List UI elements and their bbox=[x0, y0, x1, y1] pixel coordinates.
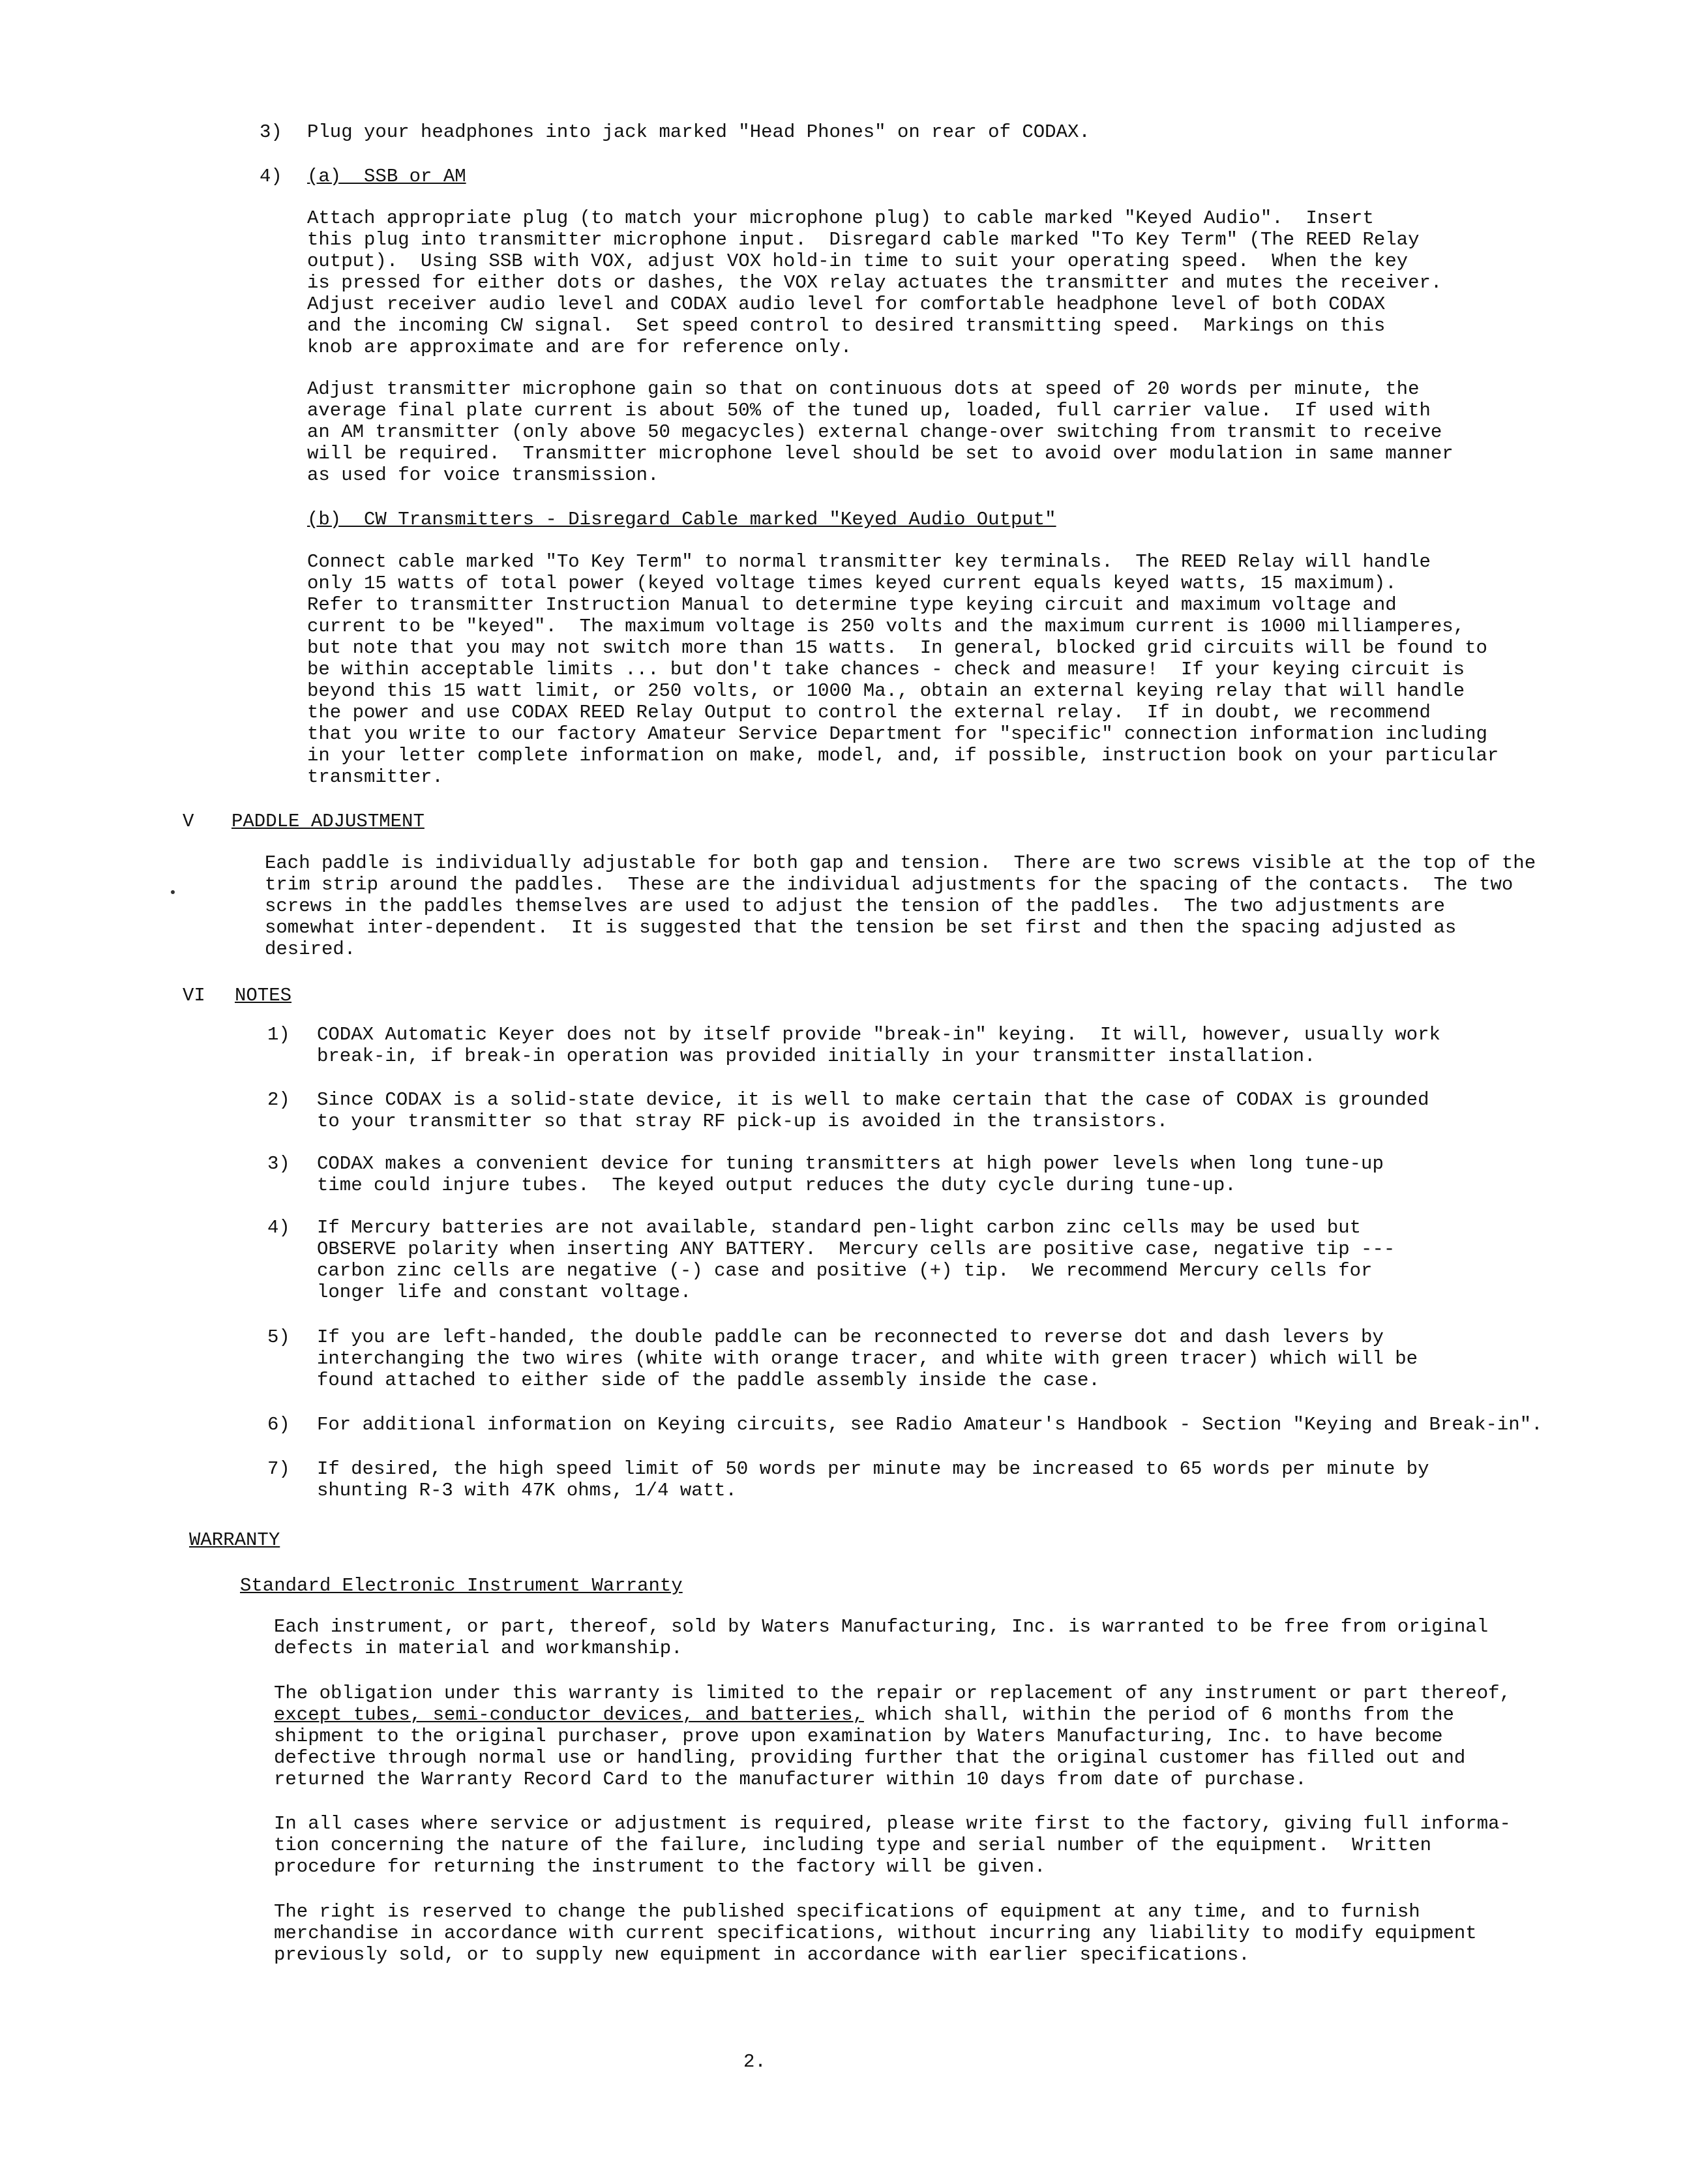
note-number: 5) bbox=[267, 1326, 290, 1348]
step-text: Plug your headphones into jack marked "Head Phones" on rear of CODAX. bbox=[307, 121, 1090, 143]
paragraph-line: transmitter. bbox=[307, 766, 443, 788]
warranty-line bbox=[274, 1704, 1511, 1726]
section-title-paddle-adjustment: PADDLE ADJUSTMENT bbox=[231, 811, 425, 832]
subheading-ssb-am: (a) SSB or AM bbox=[307, 166, 466, 187]
warranty-exclusions: except tubes, semi-conductor devices, and batteries, bbox=[274, 1704, 864, 1726]
paragraph-line: is pressed for either dots or dashes, the VOX relay actuates the transmitter and mutes the receiver. bbox=[307, 272, 1442, 293]
paragraph-line: be within acceptable limits ... but don't take chances - check and measure! If your keying circuit is bbox=[307, 659, 1465, 680]
warranty-paragraph-2 bbox=[274, 1683, 1511, 1790]
paragraph-line: average final plate current is about 50% of the tuned up, loaded, full carrier value. If used with bbox=[307, 400, 1431, 421]
note-line: interchanging the two wires (white with orange tracer, and white with green tracer) which will be bbox=[317, 1348, 1418, 1369]
note-line: break-in, if break-in operation was provided initially in your transmitter installation. bbox=[317, 1045, 1316, 1067]
section-title-notes: NOTES bbox=[235, 985, 292, 1006]
note-line: CODAX makes a convenient device for tuning transmitters at high power levels when long tune-up bbox=[317, 1153, 1384, 1174]
paragraph-line: current to be "keyed". The maximum voltage is 250 volts and the maximum current is 1000 milliamperes, bbox=[307, 616, 1465, 637]
note-number: 4) bbox=[267, 1217, 290, 1238]
paragraph-line: screws in the paddles themselves are used to adjust the tension of the paddles. The two adjustments are bbox=[265, 895, 1445, 917]
paragraph-line: an AM transmitter (only above 50 megacycles) external change-over switching from transmit to receive bbox=[307, 421, 1442, 443]
warranty-paragraph-2-rest bbox=[274, 1726, 1511, 1790]
note-line: For additional information on Keying circuits, see Radio Amateur's Handbook - Section "Keying and Break-in". bbox=[317, 1414, 1543, 1435]
section-number: VI bbox=[183, 985, 205, 1006]
note-item bbox=[317, 1153, 1384, 1196]
note-line: Since CODAX is a solid-state device, it is well to make certain that the case of CODAX is grounded bbox=[317, 1089, 1429, 1111]
paragraph-line: In all cases where service or adjustment is required, please write first to the factory, giving full informa- bbox=[274, 1813, 1511, 1834]
note-line: shunting R-3 with 47K ohms, 1/4 watt. bbox=[317, 1480, 737, 1501]
paragraph-line: Each instrument, or part, thereof, sold by Waters Manufacturing, Inc. is warranted to be free from original bbox=[274, 1616, 1489, 1638]
note-number: 3) bbox=[267, 1153, 290, 1174]
note-line: longer life and constant voltage. bbox=[317, 1281, 692, 1303]
paragraph-line: previously sold, or to supply new equipment in accordance with earlier specifications. bbox=[274, 1944, 1250, 1966]
warranty-title: WARRANTY bbox=[189, 1529, 280, 1551]
warranty-line-rest: which shall, within the period of 6 months from the bbox=[863, 1704, 1454, 1726]
paragraph-line: this plug into transmitter microphone input. Disregard cable marked "To Key Term" (The REED Relay bbox=[307, 229, 1420, 250]
note-item bbox=[317, 1089, 1429, 1132]
paragraph-line: desired. bbox=[265, 938, 356, 960]
note-line: If desired, the high speed limit of 50 words per minute may be increased to 65 words per minute by bbox=[317, 1458, 1429, 1480]
paragraph-line: procedure for returning the instrument to the factory will be given. bbox=[274, 1856, 1046, 1877]
paragraph-line: tion concerning the nature of the failure, including type and serial number of the equipment. Written bbox=[274, 1834, 1432, 1856]
paragraph-paddle-adjustment bbox=[265, 852, 1536, 960]
paragraph-line: trim strip around the paddles. These are the individual adjustments for the spacing of the contacts. The two bbox=[265, 874, 1514, 895]
note-line: found attached to either side of the paddle assembly inside the case. bbox=[317, 1369, 1100, 1391]
section-number: V bbox=[183, 811, 194, 832]
subheading-cw-transmitters: (b) CW Transmitters - Disregard Cable marked "Keyed Audio Output" bbox=[307, 509, 1056, 530]
paragraph-line: shipment to the original purchaser, prove upon examination by Waters Manufacturing, Inc. to have become bbox=[274, 1726, 1443, 1747]
note-line: time could injure tubes. The keyed output reduces the duty cycle during tune-up. bbox=[317, 1174, 1236, 1196]
paragraph-line: as used for voice transmission. bbox=[307, 464, 659, 486]
note-number: 6) bbox=[267, 1414, 290, 1435]
paragraph-line: output). Using SSB with VOX, adjust VOX hold-in time to suit your operating speed. When the key bbox=[307, 250, 1409, 272]
paragraph-line: knob are approximate and are for reference only. bbox=[307, 337, 852, 358]
step-number: 4) bbox=[260, 166, 282, 187]
paragraph-line: and the incoming CW signal. Set speed control to desired transmitting speed. Markings on this bbox=[307, 315, 1386, 337]
warranty-paragraph-3 bbox=[274, 1813, 1511, 1877]
paragraph-line: merchandise in accordance with current specifications, without incurring any liability to modify equipment bbox=[274, 1922, 1477, 1944]
paragraph-line: defects in material and workmanship. bbox=[274, 1638, 683, 1659]
note-item bbox=[317, 1414, 1543, 1435]
paragraph-line: the power and use CODAX REED Relay Output to control the external relay. If in doubt, we recommend bbox=[307, 702, 1431, 723]
step-number: 3) bbox=[260, 121, 282, 143]
note-number: 1) bbox=[267, 1024, 290, 1045]
paragraph-line: Connect cable marked "To Key Term" to normal transmitter key terminals. The REED Relay will handle bbox=[307, 551, 1431, 573]
note-number: 7) bbox=[267, 1458, 290, 1480]
paragraph-line: The right is reserved to change the published specifications of equipment at any time, and to furnish bbox=[274, 1901, 1420, 1922]
note-line: to your transmitter so that stray RF pick-up is avoided in the transistors. bbox=[317, 1111, 1169, 1132]
paragraph-line: Each paddle is individually adjustable for both gap and tension. There are two screws visible at the top of the bbox=[265, 852, 1536, 874]
paragraph-line: beyond this 15 watt limit, or 250 volts, or 1000 Ma., obtain an external keying relay that will handle bbox=[307, 680, 1465, 702]
paragraph-line: somewhat inter-dependent. It is suggested that the tension be set first and then the spacing adjusted as bbox=[265, 917, 1457, 938]
note-item bbox=[317, 1458, 1429, 1501]
paragraph-line: in your letter complete information on make, model, and, if possible, instruction book on your particular bbox=[307, 745, 1499, 766]
note-item bbox=[317, 1326, 1418, 1391]
warranty-line: The obligation under this warranty is limited to the repair or replacement of any instrument or part thereof, bbox=[274, 1683, 1511, 1704]
warranty-subtitle: Standard Electronic Instrument Warranty bbox=[240, 1575, 683, 1596]
paragraph-line: Adjust transmitter microphone gain so that on continuous dots at speed of 20 words per minute, the bbox=[307, 378, 1420, 400]
note-item bbox=[317, 1024, 1440, 1067]
note-line: If you are left-handed, the double paddle can be reconnected to reverse dot and dash levers by bbox=[317, 1326, 1384, 1348]
paragraph-cw-transmitters bbox=[307, 551, 1499, 788]
paragraph-ssb-am-2 bbox=[307, 378, 1454, 486]
paragraph-line: but note that you may not switch more than 15 watts. In general, blocked grid circuits will be found to bbox=[307, 637, 1487, 659]
page-number: 2. bbox=[743, 2051, 766, 2072]
note-item bbox=[317, 1217, 1395, 1303]
note-line: If Mercury batteries are not available, standard pen-light carbon zinc cells may be used but bbox=[317, 1217, 1362, 1238]
paragraph-line: returned the Warranty Record Card to the manufacturer within 10 days from date of purchase. bbox=[274, 1769, 1307, 1790]
warranty-paragraph-4 bbox=[274, 1901, 1477, 1966]
note-number: 2) bbox=[267, 1089, 290, 1111]
paragraph-line: Adjust receiver audio level and CODAX audio level for comfortable headphone level of both CODAX bbox=[307, 293, 1386, 315]
paragraph-line: that you write to our factory Amateur Service Department for "specific" connection information including bbox=[307, 723, 1487, 745]
paragraph-line: Attach appropriate plug (to match your microphone plug) to cable marked "Keyed Audio". Insert bbox=[307, 207, 1374, 229]
paragraph-line: Refer to transmitter Instruction Manual to determine type keying circuit and maximum voltage and bbox=[307, 594, 1397, 616]
warranty-paragraph-1 bbox=[274, 1616, 1488, 1659]
paragraph-line: will be required. Transmitter microphone level should be set to avoid over modulation in same manner bbox=[307, 443, 1454, 464]
paragraph-line: only 15 watts of total power (keyed voltage times keyed current equals keyed watts, 15 maximum). bbox=[307, 573, 1397, 594]
paragraph-ssb-am-1 bbox=[307, 207, 1442, 358]
note-line: OBSERVE polarity when inserting ANY BATTERY. Mercury cells are positive case, negative tip --- bbox=[317, 1238, 1395, 1260]
note-line: carbon zinc cells are negative (-) case and positive (+) tip. We recommend Mercury cells for bbox=[317, 1260, 1373, 1281]
paragraph-line: defective through normal use or handling, providing further that the original customer has filled out and bbox=[274, 1747, 1466, 1769]
note-line: CODAX Automatic Keyer does not by itself provide "break-in" keying. It will, however, usually work bbox=[317, 1024, 1440, 1045]
stray-mark bbox=[171, 890, 175, 894]
